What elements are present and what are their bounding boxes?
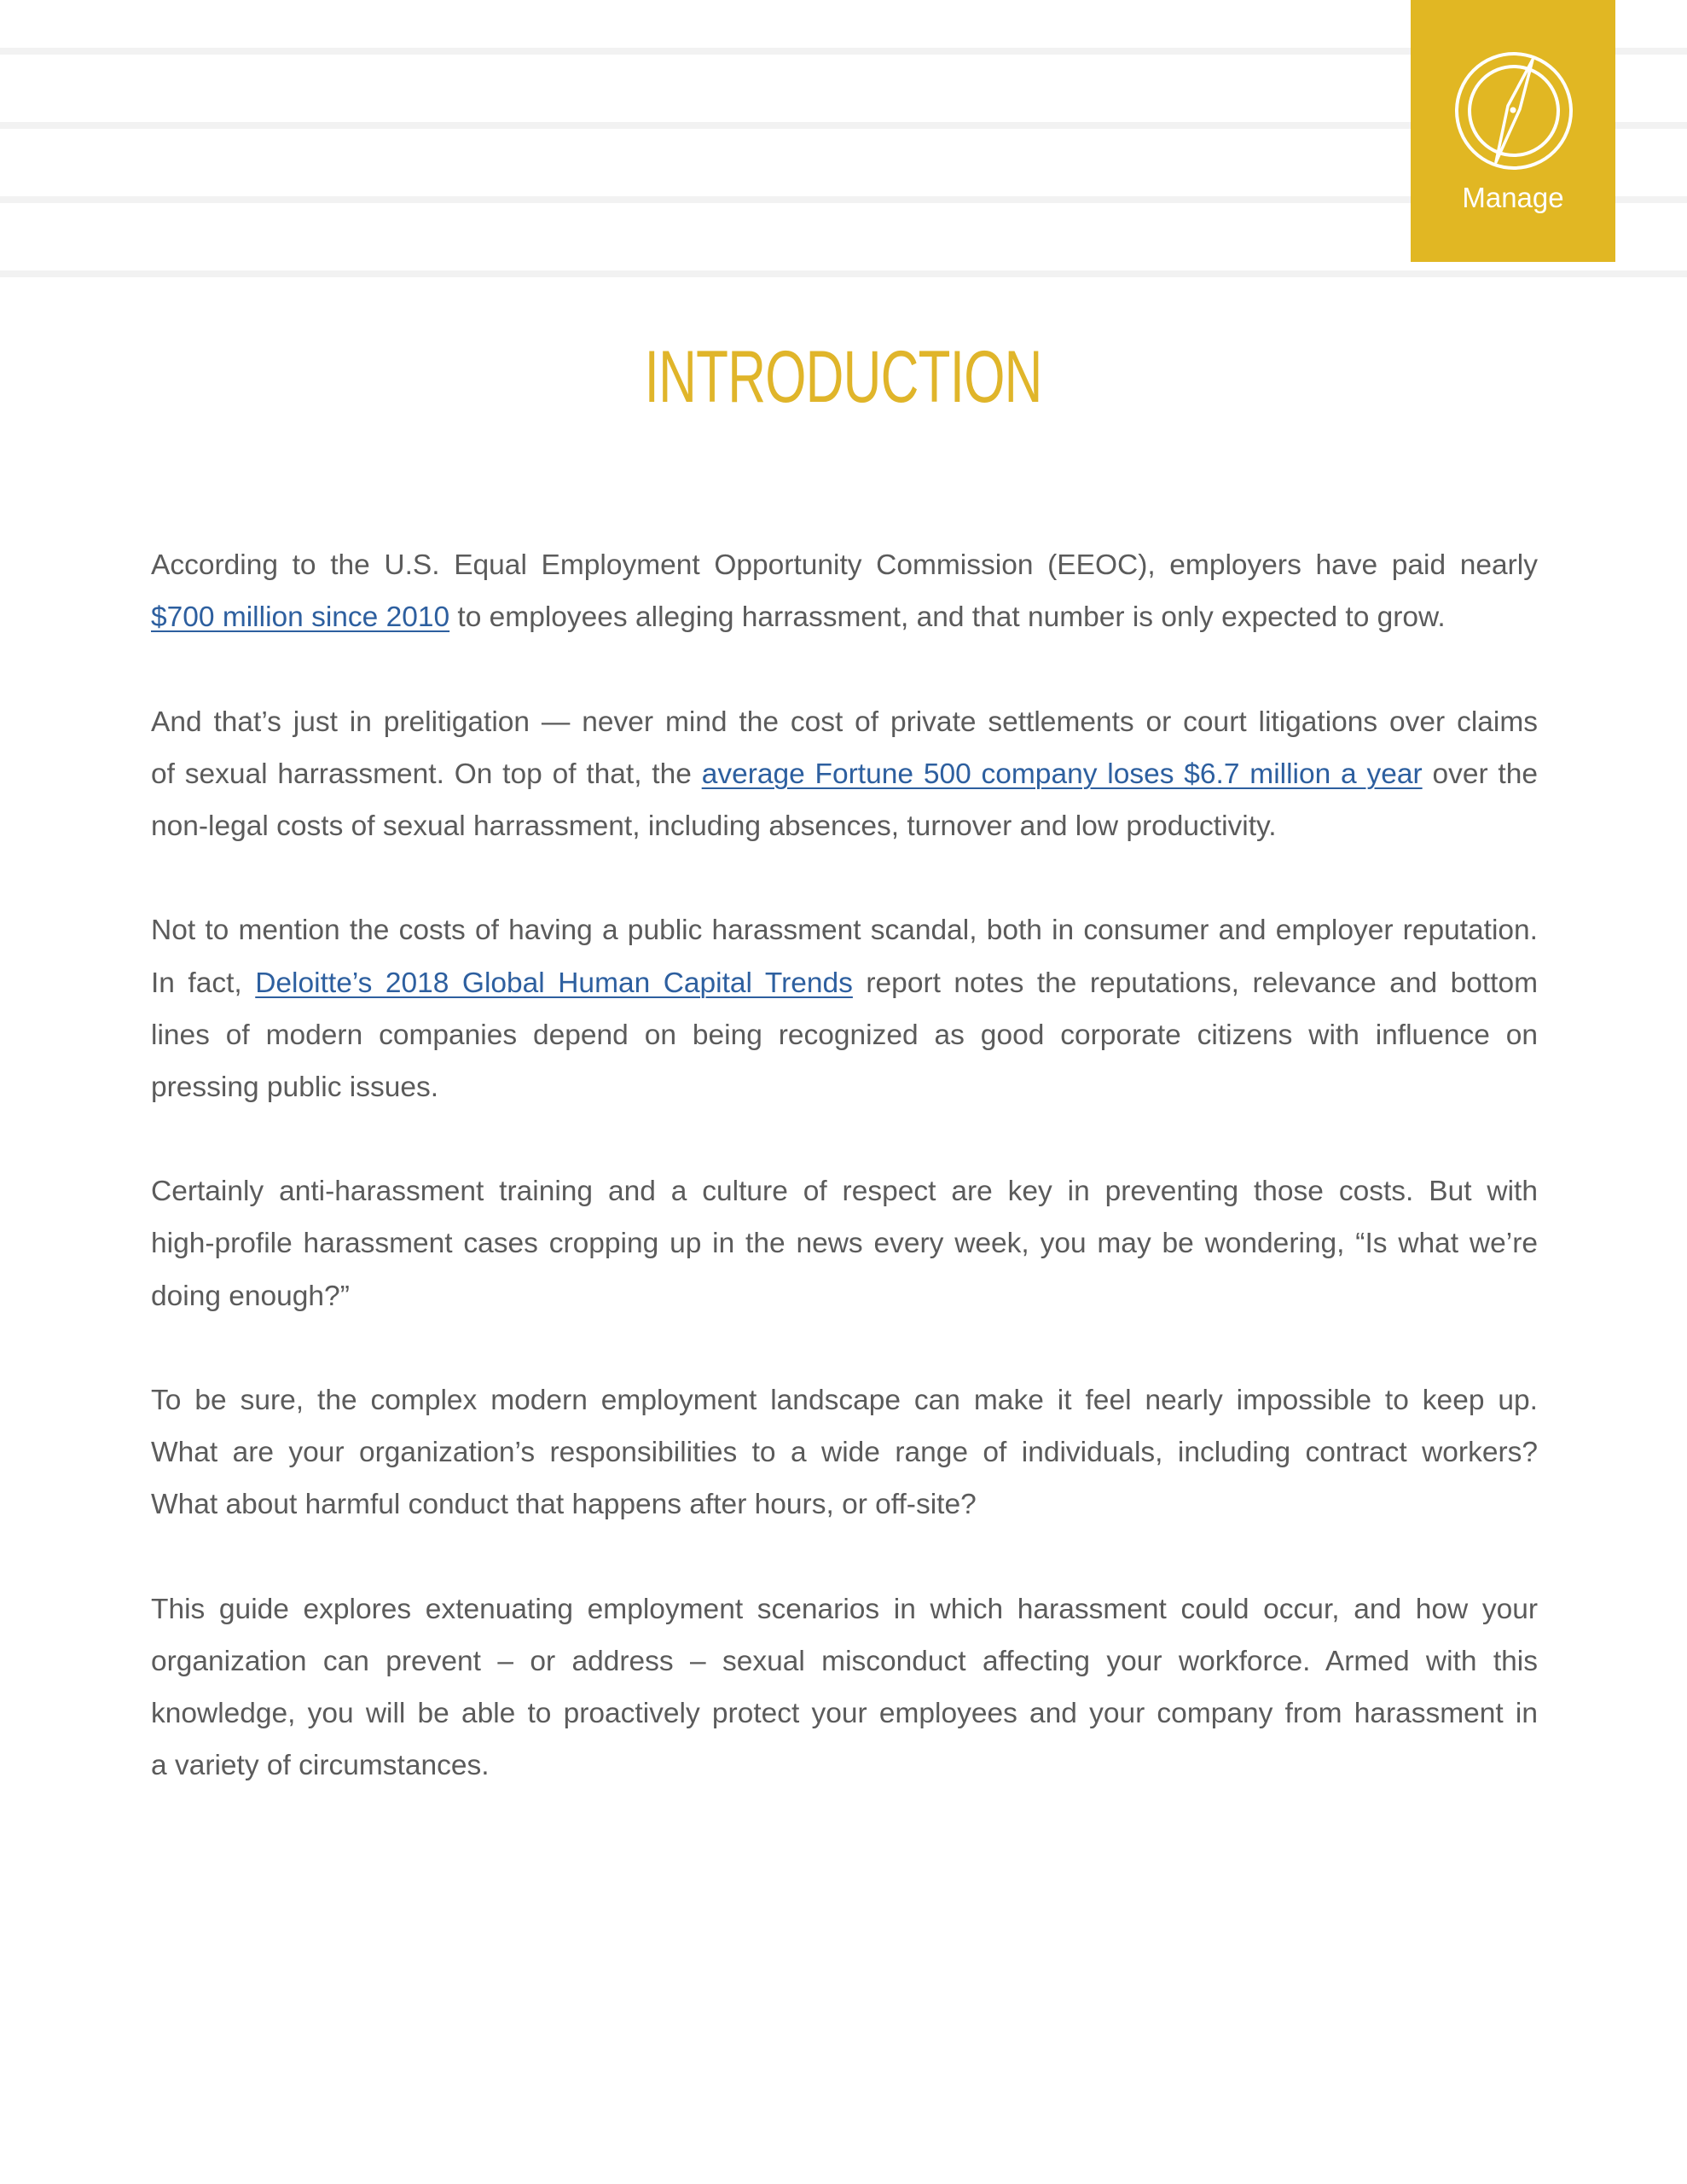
text-line — [151, 957, 1538, 1009]
text-segment: In fact, — [151, 967, 256, 999]
text-segment: high-profile harassment cases cropping up in the news every week, you may be wondering, “Is what we’re — [151, 1228, 1538, 1260]
section-badge-manage — [1411, 0, 1615, 262]
page-title-text: INTRODUCTION — [644, 336, 1043, 418]
text-segment: non-legal costs of sexual harrassment, including absences, turnover and low productivity. — [151, 810, 1277, 842]
text-segment: lines of modern companies depend on being recognized as good corporate citizens with influence on — [151, 1019, 1538, 1051]
text-line — [151, 1478, 1538, 1531]
text-line — [151, 904, 1538, 956]
text-segment: To be sure, the complex modern employment landscape can make it feel nearly impossible to keep up. — [151, 1385, 1538, 1416]
text-line — [151, 1217, 1538, 1269]
text-line — [151, 1009, 1538, 1061]
paragraph — [151, 696, 1538, 853]
inline-link[interactable]: average Fortune 500 company loses $6.7 million a year — [701, 758, 1423, 790]
text-segment: a variety of circumstances. — [151, 1750, 490, 1782]
text-segment: over the — [1422, 758, 1538, 790]
text-segment: What are your organization’s responsibilities to a wide range of individuals, including contract workers? — [151, 1437, 1538, 1469]
inline-link[interactable]: $700 million since 2010 — [151, 601, 450, 634]
page-title — [0, 336, 1687, 418]
text-segment: doing enough?” — [151, 1280, 350, 1312]
text-segment: What about harmful conduct that happens after hours, or off-site? — [151, 1489, 977, 1521]
text-segment: knowledge, you will be able to proactively protect your employees and your company from harassment in — [151, 1698, 1538, 1730]
paragraph — [151, 1374, 1538, 1531]
text-line — [151, 1426, 1538, 1478]
text-line — [151, 1687, 1538, 1740]
intro-body — [151, 539, 1538, 1844]
text-line — [151, 1270, 1538, 1322]
text-line — [151, 591, 1538, 643]
text-line — [151, 1740, 1538, 1792]
badge-label: Manage — [1462, 182, 1564, 213]
text-line — [151, 539, 1538, 591]
text-line — [151, 748, 1538, 800]
text-line — [151, 1165, 1538, 1217]
text-segment: organization can prevent – or address – sexual misconduct affecting your workforce. Armed with this — [151, 1645, 1538, 1677]
paragraph — [151, 904, 1538, 1113]
inline-link[interactable]: Deloitte’s 2018 Global Human Capital Trends — [255, 967, 853, 999]
text-segment: Certainly anti-harassment training and a culture of respect are key in preventing those costs. But with — [151, 1176, 1538, 1208]
text-line — [151, 800, 1538, 852]
paragraph — [151, 539, 1538, 643]
text-segment: This guide explores extenuating employment scenarios in which harassment could occur, and how your — [151, 1593, 1538, 1625]
text-segment: of sexual harrassment. On top of that, the — [151, 758, 702, 790]
header-rule-4 — [0, 270, 1687, 277]
text-segment: report notes the reputations, relevance and bottom — [852, 967, 1538, 999]
text-segment: According to the U.S. Equal Employment Opportunity Commission (EEOC), employers have paid nearly — [151, 549, 1538, 581]
paragraph — [151, 1165, 1538, 1322]
text-line — [151, 696, 1538, 748]
text-line — [151, 1635, 1538, 1687]
text-line — [151, 1583, 1538, 1635]
text-line — [151, 1061, 1538, 1113]
compass-icon — [1411, 0, 1615, 179]
text-line — [151, 1374, 1538, 1426]
paragraph — [151, 1583, 1538, 1792]
text-segment: pressing public issues. — [151, 1071, 439, 1103]
text-segment: Not to mention the costs of having a public harassment scandal, both in consumer and employer reputation. — [151, 915, 1538, 947]
text-segment: to employees alleging harrassment, and that number is only expected to grow. — [449, 601, 1446, 634]
text-segment: And that’s just in prelitigation — never mind the cost of private settlements or court litigations over claims — [151, 706, 1538, 738]
